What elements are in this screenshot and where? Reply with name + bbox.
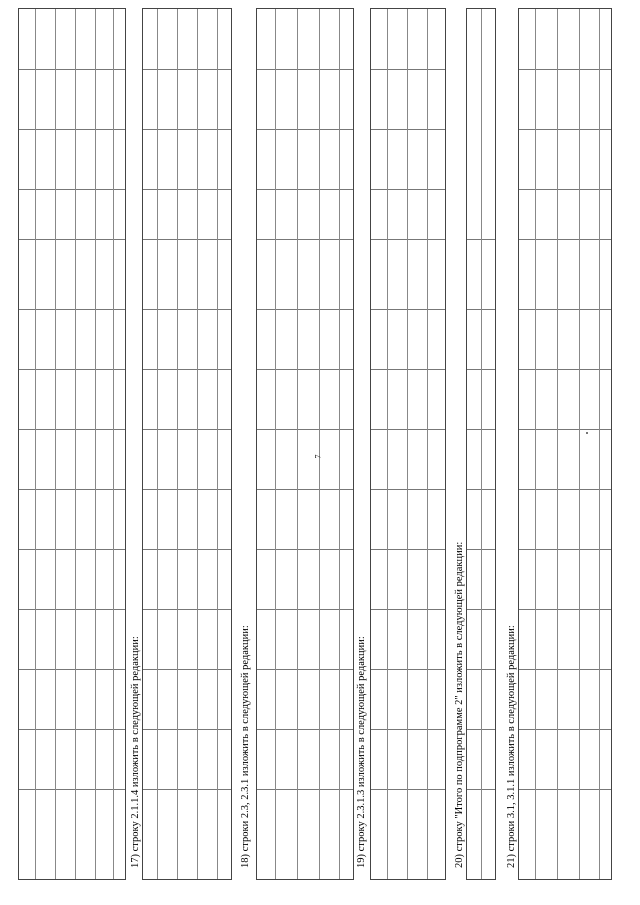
caption-18: 18) строки 2.3, 2.3.1 изложить в следующей редакции: bbox=[240, 625, 251, 868]
caption-17: 17) строку 2.1.1.4 изложить в следующей редакции: bbox=[130, 636, 141, 868]
caption-19: 19) строку 2.3.1.3 изложить в следующей редакции: bbox=[356, 636, 367, 868]
table-fragment-4 bbox=[370, 8, 446, 880]
table-fragment-5 bbox=[466, 8, 496, 880]
table-fragment-3 bbox=[256, 8, 354, 880]
table-fragment-1 bbox=[18, 8, 126, 880]
caption-21: 21) строки 3.1, 3.1.1 изложить в следующей редакции: bbox=[506, 625, 517, 868]
caption-20: 20) строку "Итого по подпрограмме 2" изложить в следующей редакции: bbox=[454, 541, 465, 868]
table-fragment-2 bbox=[142, 8, 232, 880]
table-fragment-6 bbox=[518, 8, 612, 880]
scan-artifact bbox=[586, 432, 588, 434]
page-number: 7 bbox=[313, 454, 323, 459]
